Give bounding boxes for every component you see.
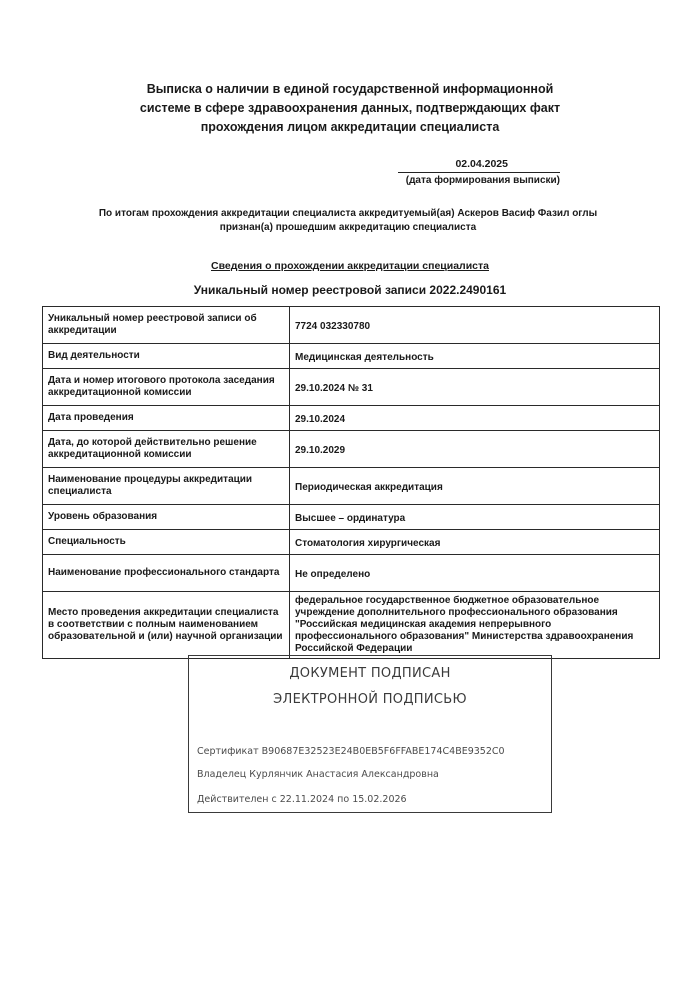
row-label: Дата и номер итогового протокола заседания аккредитационной комиссии (43, 369, 290, 406)
stamp-subheading: ЭЛЕКТРОННОЙ ПОДПИСЬЮ (273, 692, 467, 707)
row-value: 29.10.2024 № 31 (290, 369, 660, 406)
certificate-validity: Действителен с 22.11.2024 по 15.02.2026 (197, 794, 407, 805)
intro-text (48, 207, 648, 235)
row-value: 29.10.2029 (290, 431, 660, 468)
row-label: Дата проведения (43, 406, 290, 431)
row-value: федеральное государственное бюджетное образовательное учреждение дополнительного профессионального образования "Российская медицинская академия непрерывного профессионального образования" Министерства здравоохранения Российской Федерации (290, 592, 660, 659)
registry-number-title: Уникальный номер реестровой записи 2022.2490161 (193, 283, 507, 297)
row-value: Стоматология хирургическая (290, 530, 660, 555)
row-label: Вид деятельности (43, 344, 290, 369)
section-title: Сведения о прохождении аккредитации специалиста (211, 260, 489, 272)
row-label: Уровень образования (43, 505, 290, 530)
table-row (43, 555, 660, 592)
title-line: Выписка о наличии в единой государственной информационной (146, 82, 554, 96)
table-row (43, 431, 660, 468)
row-label: Наименование процедуры аккредитации специалиста (43, 468, 290, 505)
row-label: Место проведения аккредитации специалиста в соответствии с полным наименованием образовательной и (или) научной организации (43, 592, 290, 659)
row-value: Периодическая аккредитация (290, 468, 660, 505)
stamp-heading: ДОКУМЕНТ ПОДПИСАН (289, 666, 451, 681)
accreditation-table (42, 306, 660, 659)
certificate-owner: Владелец Курлянчик Анастасия Александровна (197, 769, 439, 780)
electronic-signature-stamp (188, 655, 552, 813)
issue-date-block (398, 158, 560, 186)
title-line: системе в сфере здравоохранения данных, подтверждающих факт (139, 101, 561, 115)
row-label: Наименование профессионального стандарта (43, 555, 290, 592)
intro-line: признан(а) прошедшим аккредитацию специалиста (219, 222, 477, 233)
title-line: прохождения лицом аккредитации специалиста (200, 120, 500, 134)
row-value: 7724 032330780 (290, 307, 660, 344)
row-value: Не определено (290, 555, 660, 592)
row-label: Дата, до которой действительно решение аккредитационной комиссии (43, 431, 290, 468)
row-label: Специальность (43, 530, 290, 555)
issue-date: 02.04.2025 (398, 158, 560, 173)
certificate-number: Сертификат B90687E32523E24B0EB5F6FFABE174C4BE9352C0 (197, 746, 505, 757)
document-title (100, 80, 600, 137)
issue-date-caption: (дата формирования выписки) (405, 175, 560, 186)
intro-line: По итогам прохождения аккредитации специалиста аккредитуемый(ая) Аскеров Васиф Фазил оглы (98, 208, 598, 219)
table-row (43, 406, 660, 431)
table-row (43, 592, 660, 659)
row-value: Медицинская деятельность (290, 344, 660, 369)
row-value: 29.10.2024 (290, 406, 660, 431)
table-row (43, 344, 660, 369)
table-row (43, 369, 660, 406)
table-row (43, 468, 660, 505)
table-row (43, 307, 660, 344)
table-row (43, 530, 660, 555)
row-label: Уникальный номер реестровой записи об аккредитации (43, 307, 290, 344)
row-value: Высшее – ординатура (290, 505, 660, 530)
table-row (43, 505, 660, 530)
